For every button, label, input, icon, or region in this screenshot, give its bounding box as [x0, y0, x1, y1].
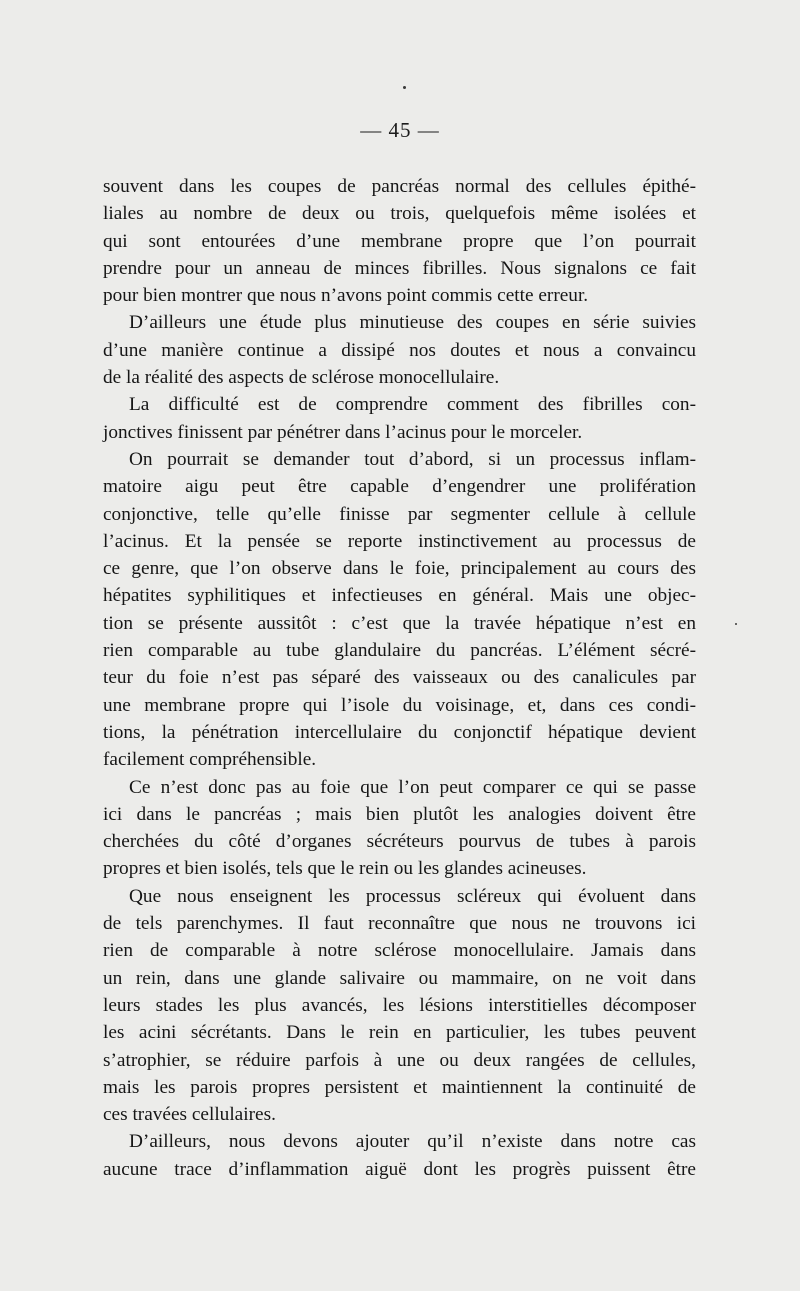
text-line: s’atrophier, se réduire parfois à une ou deux rangées de cellules,: [103, 1049, 696, 1071]
text-line: un rein, dans une glande salivaire ou mammaire, on ne voit dans: [103, 967, 696, 989]
text-line: ce genre, que l’on observe dans le foie, principalement au cours des: [103, 558, 696, 580]
text-line: cherchées du côté d’organes sécréteurs pourvus de tubes à parois: [103, 831, 696, 853]
text-line: qui sont entourées d’une membrane propre que l’on pourrait: [103, 230, 696, 252]
text-line: matoire aigu peut être capable d’engendrer une prolifération: [103, 476, 696, 498]
page-body: [103, 173, 696, 1183]
text-line: rien comparable au tube glandulaire du pancréas. L’élément sécré-: [103, 640, 696, 662]
text-line: de tels parenchymes. Il faut reconnaître que nous ne trouvons ici: [103, 913, 696, 935]
text-line: l’acinus. Et la pensée se reporte instinctivement au processus de: [103, 530, 696, 552]
text-line: ces travées cellulaires.: [103, 1104, 276, 1126]
text-line: D’ailleurs une étude plus minutieuse des coupes en série suivies: [129, 312, 696, 334]
text-line: tion se présente aussitôt : c’est que la travée hépatique n’est en: [103, 612, 696, 634]
text-line: rien de comparable à notre sclérose monocellulaire. Jamais dans: [103, 940, 696, 962]
text-line: de la réalité des aspects de sclérose monocellulaire.: [103, 367, 500, 389]
text-line: La difficulté est de comprendre comment des fibrilles con-: [129, 394, 696, 416]
text-line: leurs stades les plus avancés, les lésions interstitielles décomposer: [103, 994, 696, 1016]
text-line: d’une manière continue a dissipé nos doutes et nous a convaincu: [103, 339, 696, 361]
text-line: une membrane propre qui l’isole du voisinage, et, dans ces condi-: [103, 694, 696, 716]
text-line: mais les parois propres persistent et maintiennent la continuité de: [103, 1076, 696, 1098]
text-line: propres et bien isolés, tels que le rein ou les glandes acineuses.: [103, 858, 587, 880]
page-number: — 45 —: [360, 118, 440, 142]
text-line: pour bien montrer que nous n’avons point commis cette erreur.: [103, 285, 589, 307]
text-line: On pourrait se demander tout d’abord, si un processus inflam-: [129, 448, 696, 470]
text-line: aucune trace d’inflammation aiguë dont les progrès puissent être: [103, 1158, 696, 1180]
print-speck: [403, 86, 406, 89]
text-line: hépatites syphilitiques et infectieuses en général. Mais une objec-: [103, 585, 696, 607]
text-line: Que nous enseignent les processus scléreux qui évoluent dans: [129, 885, 696, 907]
text-line: tions, la pénétration intercellulaire du conjonctif hépatique devient: [103, 721, 696, 743]
print-speck: [735, 623, 737, 625]
text-line: conjonctive, telle qu’elle finisse par segmenter cellule à cellule: [103, 503, 696, 525]
text-line: D’ailleurs, nous devons ajouter qu’il n’existe dans notre cas: [129, 1131, 696, 1153]
text-line: ici dans le pancréas ; mais bien plutôt les analogies doivent être: [103, 803, 696, 825]
text-line: les acini sécrétants. Dans le rein en particulier, les tubes peuvent: [103, 1022, 696, 1044]
text-line: souvent dans les coupes de pancréas normal des cellules épithé-: [103, 176, 696, 197]
text-line: teur du foie n’est pas séparé des vaisseaux ou des canalicules par: [103, 667, 696, 689]
text-line: liales au nombre de deux ou trois, quelquefois même isolées et: [103, 203, 696, 225]
text-line: Ce n’est donc pas au foie que l’on peut comparer ce qui se passe: [129, 776, 696, 798]
text-line: facilement compréhensible.: [103, 749, 317, 771]
text-line: prendre pour un anneau de minces fibrilles. Nous signalons ce fait: [103, 257, 696, 279]
text-line: jonctives finissent par pénétrer dans l’acinus pour le morceler.: [103, 421, 583, 443]
